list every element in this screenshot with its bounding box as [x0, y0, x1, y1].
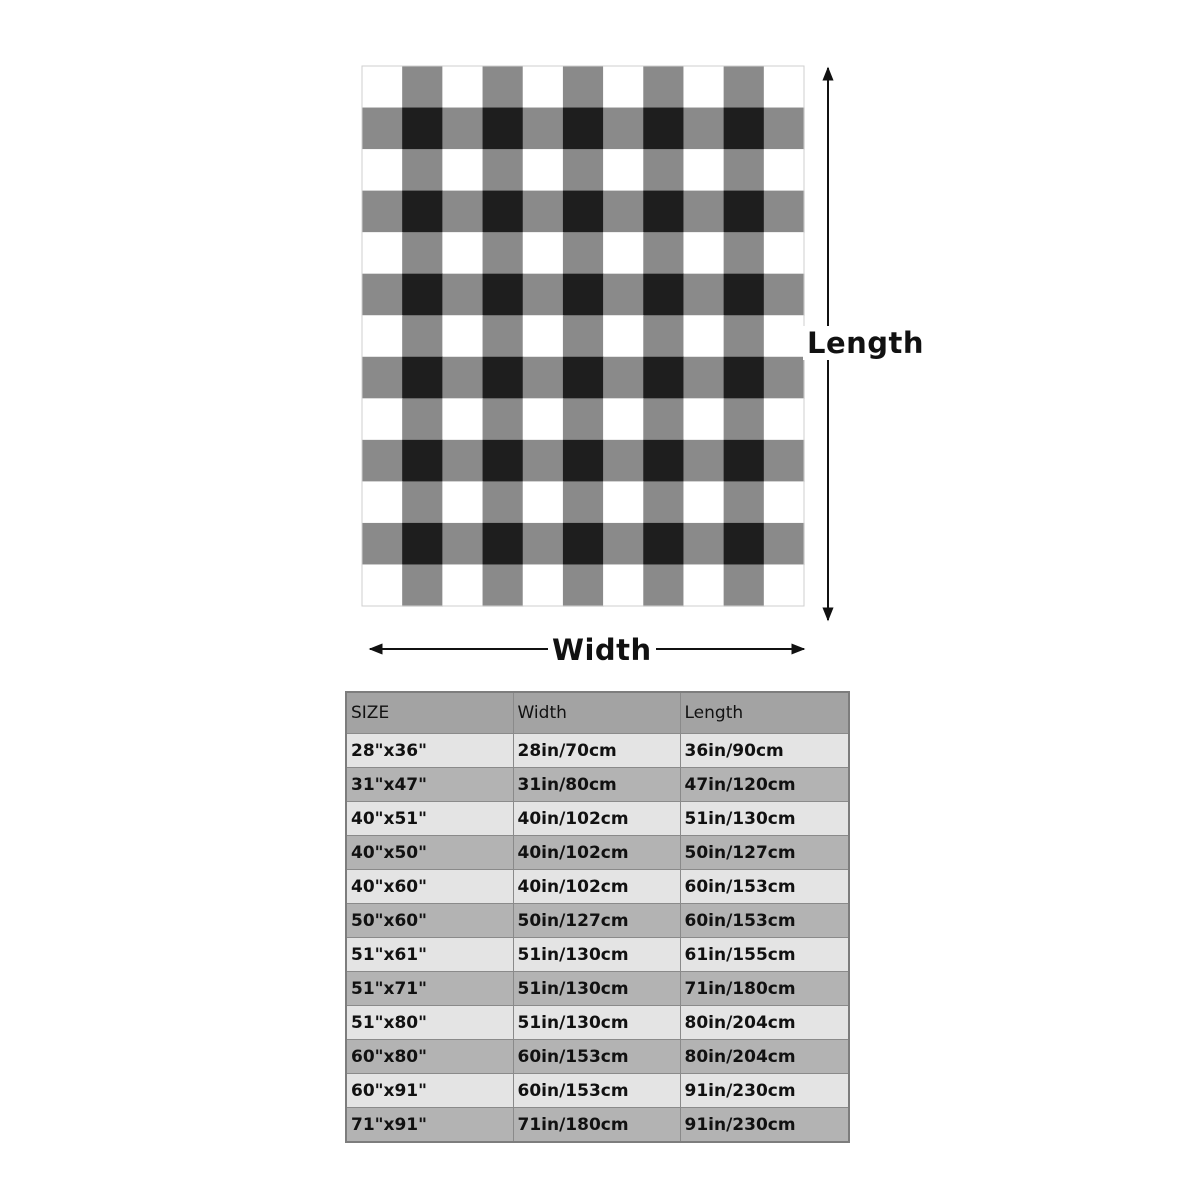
width-cell: 40in/102cm	[513, 870, 680, 904]
check-square	[563, 564, 604, 606]
check-square	[643, 149, 684, 191]
check-square	[402, 108, 443, 150]
check-square	[523, 440, 564, 482]
check-square	[362, 315, 403, 357]
length-cell: 80in/204cm	[680, 1006, 849, 1040]
check-square	[724, 315, 765, 357]
check-square	[442, 108, 483, 150]
check-square	[442, 523, 483, 565]
width-cell: 31in/80cm	[513, 768, 680, 802]
check-square	[362, 149, 403, 191]
check-square	[603, 232, 644, 274]
check-square	[362, 564, 403, 606]
check-square	[523, 108, 564, 150]
check-square	[402, 66, 443, 108]
check-square	[483, 481, 524, 523]
check-square	[764, 357, 805, 399]
width-cell: 51in/130cm	[513, 972, 680, 1006]
check-square	[724, 564, 765, 606]
table-body	[346, 734, 849, 1143]
check-square	[724, 191, 765, 233]
check-square	[724, 440, 765, 482]
size-cell: 28"x36"	[346, 734, 513, 768]
check-square	[483, 357, 524, 399]
check-square	[764, 398, 805, 440]
check-square	[764, 191, 805, 233]
size-cell: 60"x80"	[346, 1040, 513, 1074]
size-cell: 51"x80"	[346, 1006, 513, 1040]
check-square	[442, 481, 483, 523]
check-square	[402, 357, 443, 399]
length-cell: 71in/180cm	[680, 972, 849, 1006]
table-row	[346, 734, 849, 768]
check-square	[603, 149, 644, 191]
width-cell: 28in/70cm	[513, 734, 680, 768]
width-cell: 50in/127cm	[513, 904, 680, 938]
check-square	[483, 108, 524, 150]
table-header-row	[346, 692, 849, 734]
check-square	[643, 108, 684, 150]
check-square	[402, 440, 443, 482]
check-square	[724, 398, 765, 440]
table-row	[346, 904, 849, 938]
check-square	[442, 440, 483, 482]
check-square	[563, 440, 604, 482]
check-square	[483, 564, 524, 606]
check-square	[724, 357, 765, 399]
table-row	[346, 768, 849, 802]
table-row	[346, 870, 849, 904]
check-square	[483, 315, 524, 357]
check-square	[523, 357, 564, 399]
check-square	[724, 66, 765, 108]
check-square	[643, 315, 684, 357]
check-square	[603, 191, 644, 233]
length-cell: 51in/130cm	[680, 802, 849, 836]
check-square	[442, 315, 483, 357]
check-square	[643, 66, 684, 108]
check-square	[724, 232, 765, 274]
check-square	[563, 398, 604, 440]
check-square	[683, 564, 724, 606]
check-square	[362, 440, 403, 482]
check-square	[442, 564, 483, 606]
check-square	[683, 398, 724, 440]
size-cell: 40"x51"	[346, 802, 513, 836]
size-cell: 40"x50"	[346, 836, 513, 870]
size-cell: 31"x47"	[346, 768, 513, 802]
check-square	[362, 357, 403, 399]
check-square	[483, 232, 524, 274]
table-row	[346, 802, 849, 836]
check-square	[683, 274, 724, 316]
check-square	[483, 274, 524, 316]
size-chart-table	[345, 691, 850, 1143]
check-square	[724, 481, 765, 523]
check-square	[683, 108, 724, 150]
header-size: SIZE	[346, 692, 513, 734]
check-square	[603, 66, 644, 108]
check-square	[683, 440, 724, 482]
check-square	[724, 274, 765, 316]
check-square	[764, 108, 805, 150]
check-square	[764, 523, 805, 565]
check-square	[523, 523, 564, 565]
table-row	[346, 1040, 849, 1074]
table-row	[346, 1108, 849, 1143]
check-square	[523, 398, 564, 440]
size-cell: 40"x60"	[346, 870, 513, 904]
check-square	[483, 149, 524, 191]
check-square	[402, 232, 443, 274]
width-label: Width	[548, 633, 656, 667]
check-square	[764, 66, 805, 108]
check-square	[603, 315, 644, 357]
check-square	[523, 191, 564, 233]
check-square	[643, 564, 684, 606]
check-square	[563, 108, 604, 150]
check-square	[483, 66, 524, 108]
check-square	[523, 564, 564, 606]
check-square	[563, 523, 604, 565]
size-cell: 51"x61"	[346, 938, 513, 972]
check-square	[603, 274, 644, 316]
length-cell: 91in/230cm	[680, 1074, 849, 1108]
check-square	[523, 481, 564, 523]
check-square	[603, 108, 644, 150]
length-cell: 80in/204cm	[680, 1040, 849, 1074]
check-square	[402, 149, 443, 191]
check-square	[442, 274, 483, 316]
check-square	[442, 149, 483, 191]
check-square	[362, 66, 403, 108]
length-cell: 47in/120cm	[680, 768, 849, 802]
check-square	[483, 440, 524, 482]
check-square	[563, 274, 604, 316]
width-cell: 40in/102cm	[513, 836, 680, 870]
check-square	[764, 564, 805, 606]
size-cell: 71"x91"	[346, 1108, 513, 1143]
check-square	[402, 481, 443, 523]
check-square	[603, 398, 644, 440]
check-square	[563, 191, 604, 233]
check-square	[563, 232, 604, 274]
check-square	[402, 191, 443, 233]
check-square	[724, 149, 765, 191]
table-row	[346, 1006, 849, 1040]
check-square	[563, 66, 604, 108]
check-square	[724, 523, 765, 565]
check-square	[603, 523, 644, 565]
check-square	[362, 232, 403, 274]
check-square	[683, 315, 724, 357]
check-square	[603, 564, 644, 606]
check-square	[603, 481, 644, 523]
check-square	[764, 481, 805, 523]
check-square	[362, 108, 403, 150]
table-row	[346, 1074, 849, 1108]
check-square	[764, 149, 805, 191]
check-square	[643, 398, 684, 440]
check-square	[563, 315, 604, 357]
check-square	[643, 440, 684, 482]
check-square	[442, 398, 483, 440]
check-square	[764, 232, 805, 274]
check-square	[643, 523, 684, 565]
check-square	[362, 191, 403, 233]
length-label: Length	[803, 326, 928, 360]
check-square	[402, 523, 443, 565]
width-cell: 51in/130cm	[513, 938, 680, 972]
check-square	[683, 523, 724, 565]
header-width: Width	[513, 692, 680, 734]
check-square	[643, 191, 684, 233]
length-cell: 61in/155cm	[680, 938, 849, 972]
check-square	[523, 232, 564, 274]
check-square	[362, 274, 403, 316]
check-square	[483, 398, 524, 440]
check-square	[523, 315, 564, 357]
check-square	[643, 357, 684, 399]
check-square	[402, 274, 443, 316]
check-square	[643, 481, 684, 523]
check-square	[683, 481, 724, 523]
check-square	[402, 398, 443, 440]
check-square	[603, 440, 644, 482]
table-row	[346, 972, 849, 1006]
check-square	[603, 357, 644, 399]
check-square	[523, 149, 564, 191]
header-length: Length	[680, 692, 849, 734]
length-cell: 50in/127cm	[680, 836, 849, 870]
check-square	[764, 315, 805, 357]
width-cell: 60in/153cm	[513, 1074, 680, 1108]
size-cell: 50"x60"	[346, 904, 513, 938]
width-cell: 60in/153cm	[513, 1040, 680, 1074]
table-row	[346, 938, 849, 972]
check-square	[483, 191, 524, 233]
length-cell: 60in/153cm	[680, 870, 849, 904]
check-square	[483, 523, 524, 565]
check-square	[764, 274, 805, 316]
check-square	[643, 274, 684, 316]
check-square	[442, 191, 483, 233]
check-square	[442, 232, 483, 274]
check-square	[402, 564, 443, 606]
check-square	[563, 357, 604, 399]
size-cell: 60"x91"	[346, 1074, 513, 1108]
check-square	[523, 274, 564, 316]
length-cell: 91in/230cm	[680, 1108, 849, 1143]
check-square	[402, 315, 443, 357]
check-square	[362, 523, 403, 565]
check-square	[724, 108, 765, 150]
check-square	[442, 66, 483, 108]
check-square	[683, 66, 724, 108]
check-square	[683, 149, 724, 191]
check-square	[563, 481, 604, 523]
check-square	[563, 149, 604, 191]
check-square	[362, 398, 403, 440]
length-cell: 60in/153cm	[680, 904, 849, 938]
table-row	[346, 836, 849, 870]
check-square	[523, 66, 564, 108]
size-cell: 51"x71"	[346, 972, 513, 1006]
width-cell: 51in/130cm	[513, 1006, 680, 1040]
check-square	[764, 440, 805, 482]
check-square	[362, 481, 403, 523]
check-square	[683, 232, 724, 274]
check-square	[683, 191, 724, 233]
check-square	[643, 232, 684, 274]
check-square	[442, 357, 483, 399]
length-cell: 36in/90cm	[680, 734, 849, 768]
buffalo-check-blanket	[362, 66, 805, 607]
check-square	[683, 357, 724, 399]
width-cell: 71in/180cm	[513, 1108, 680, 1143]
width-cell: 40in/102cm	[513, 802, 680, 836]
